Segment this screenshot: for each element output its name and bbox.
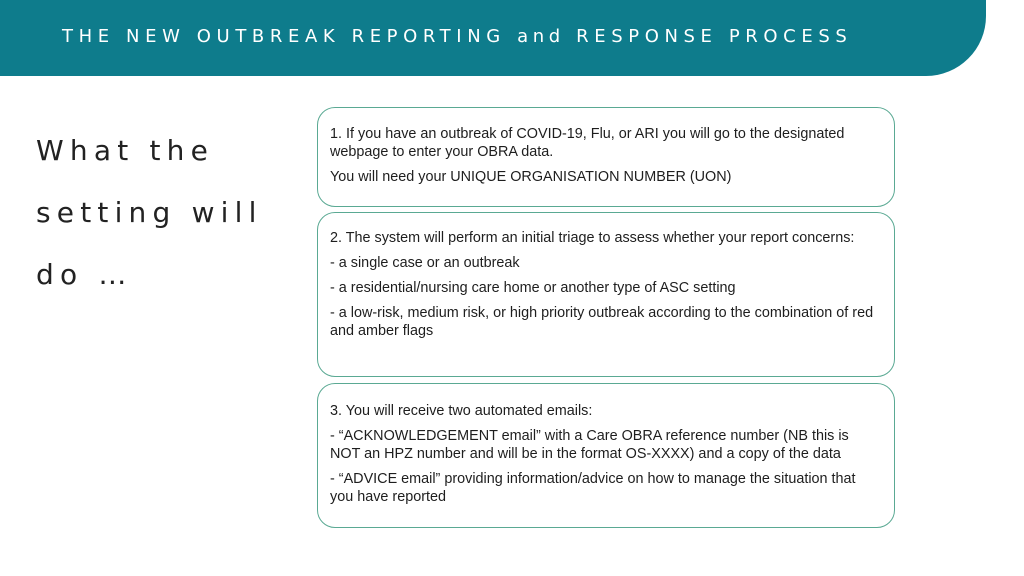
step-3-bullet-1: - “ACKNOWLEDGEMENT email” with a Care OBRA reference number (NB this is NOT an HPZ number and will be in the format OS-XXXX) and a copy of the data bbox=[330, 428, 849, 462]
step-3-bullet-2: - “ADVICE email” providing information/advice on how to manage the situation that you have reported bbox=[330, 471, 856, 505]
slide-title bbox=[62, 26, 852, 47]
title-part-2: and bbox=[517, 26, 565, 47]
left-heading-line-1: What the bbox=[36, 134, 215, 167]
step-2-bullet-1: - a single case or an outbreak bbox=[330, 255, 520, 271]
step-2-bullet-3: - a low-risk, medium risk, or high priority outbreak according to the combination of red and amber flags bbox=[330, 305, 874, 339]
left-heading-line-2: setting will bbox=[36, 196, 263, 229]
title-part-1: THE NEW OUTBREAK REPORTING bbox=[62, 26, 518, 47]
step-box-2 bbox=[317, 212, 895, 377]
left-heading bbox=[36, 120, 296, 306]
title-part-3: RESPONSE PROCESS bbox=[564, 26, 853, 47]
step-3-text: 3. You will receive two automated emails: bbox=[330, 403, 593, 419]
header-banner bbox=[0, 0, 986, 76]
step-2-text: 2. The system will perform an initial triage to assess whether your report concerns: bbox=[330, 230, 855, 246]
step-1-text: 1. If you have an outbreak of COVID-19, Flu, or ARI you will go to the designated webpage to enter your OBRA data. bbox=[330, 126, 845, 160]
step-1-note: You will need your UNIQUE ORGANISATION NUMBER (UON) bbox=[330, 169, 732, 185]
step-box-3 bbox=[317, 383, 895, 528]
step-box-1 bbox=[317, 107, 895, 207]
left-heading-line-3: do … bbox=[36, 258, 133, 291]
step-2-bullet-2: - a residential/nursing care home or another type of ASC setting bbox=[330, 280, 736, 296]
